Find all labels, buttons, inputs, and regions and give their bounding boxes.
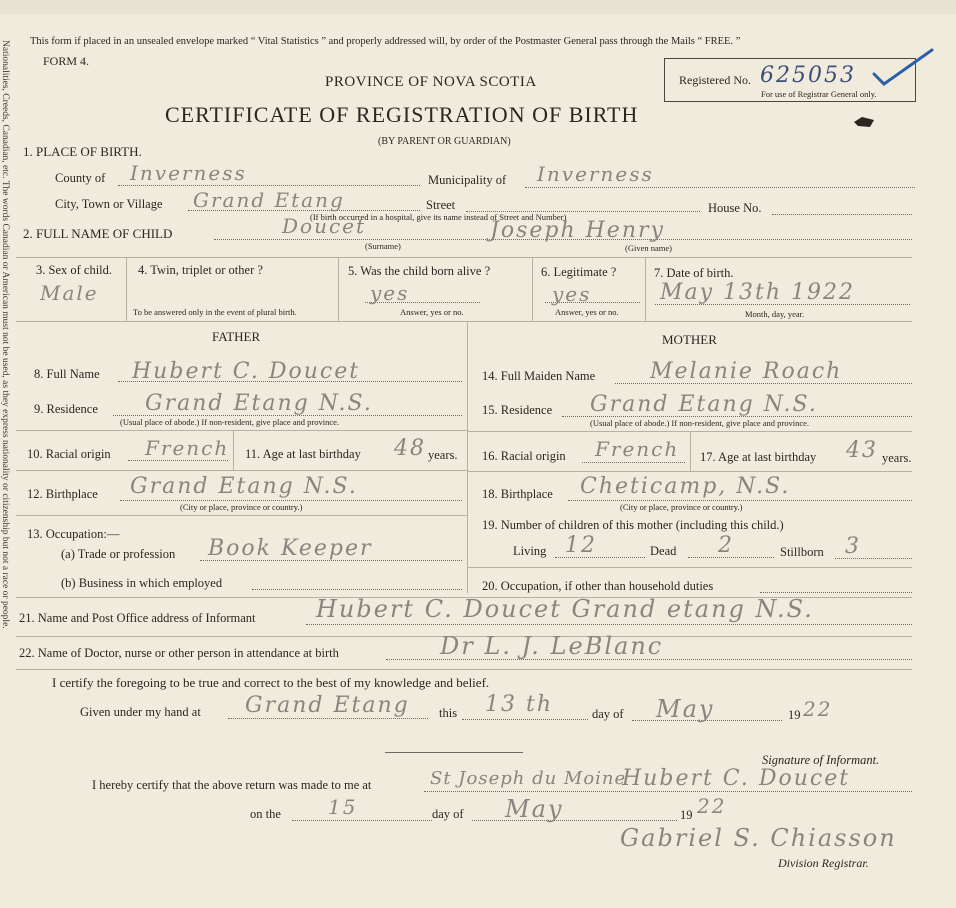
legitimate-note: Answer, yes or no. [555,307,619,317]
rule [16,669,912,670]
given-day: 13 th [485,692,553,717]
county-label: County of [55,171,106,185]
form-number: FORM 4. [43,54,90,68]
father-occupation-label: 13. Occupation:— [27,527,120,541]
twin-label: 4. Twin, triplet or other ? [138,263,263,277]
registrar-day-line [292,820,432,821]
registrar-place-value: St Joseph du Moine [430,768,627,789]
mother-racial-value: French [595,437,680,461]
rule [16,257,912,258]
checkmark-icon [870,46,940,91]
day-line [462,719,588,720]
doctor-label: 22. Name of Doctor, nurse or other person in attendance at birth [19,646,339,660]
mother-years-label: years. [882,451,912,465]
stamp-mark-icon [852,114,878,130]
municipality-value: Inverness [537,162,654,186]
mother-children-label: 19. Number of children of this mother (including this child.) [482,518,784,532]
registrar-day-value: 15 [328,795,358,819]
father-name-value: Hubert C. Doucet [132,359,361,384]
sex-value: Male [40,281,99,305]
on-the-label: on the [250,807,281,821]
father-trade-value: Book Keeper [208,536,373,561]
father-racial-line [128,460,228,461]
certify-text: I certify the foregoing to be true and correct to the best of my knowledge and belief. [52,675,490,690]
father-birthplace-value: Grand Etang N.S. [130,474,358,499]
father-heading: FATHER [212,329,261,344]
father-residence-label: 9. Residence [34,402,98,416]
father-birthplace-line [120,500,462,501]
registrar-month-line [472,820,677,821]
given-place: Grand Etang [245,693,410,718]
rule [16,430,467,431]
mother-name-value: Melanie Roach [650,359,843,384]
mother-residence-value: Grand Etang N.S. [590,392,818,417]
divider [532,257,533,321]
father-trade-label: (a) Trade or profession [61,547,176,561]
paper-edge [0,0,956,14]
divider [233,430,234,470]
father-business-line [252,589,462,590]
divider [690,431,691,471]
mother-residence-note: (Usual place of abode.) If non-resident, give place and province. [590,418,810,428]
city-value: Grand Etang [193,188,345,212]
parents-divider [467,321,468,593]
dob-note: Month, day, year. [745,309,805,319]
mother-birthplace-note: (City or place, province or country.) [620,502,743,512]
municipality-label: Municipality of [428,173,507,187]
mother-racial-line [582,462,685,463]
mother-age-value: 43 [846,438,878,463]
registrar-month-value: May [505,795,564,823]
side-margin-text [0,40,12,870]
hospital-note: (If birth occurred in a hospital, give its name instead of Street and Number) [310,212,567,222]
informant-label: 21. Name and Post Office address of Informant [19,611,256,625]
father-racial-label: 10. Racial origin [27,447,111,461]
child-surname: Doucet [282,214,367,238]
informant-value: Hubert C. Doucet Grand etang N.S. [316,595,814,623]
mother-age-label: 17. Age at last birthday [700,450,817,464]
municipality-line [525,187,915,188]
mother-racial-label: 16. Racial origin [482,449,566,463]
divider [126,257,127,321]
alive-note: Answer, yes or no. [400,307,464,317]
side-note: Nationalities, Creeds, Canadian, etc. The words Canadian or American must not be used, as they express nationality or citizenship but not a race or people. [0,40,10,629]
registrar-year-prefix: 19 [680,808,693,822]
child-name-label: 2. FULL NAME OF CHILD [23,226,173,241]
divider [645,257,646,321]
dead-label: Dead [650,544,677,558]
given-label: Given under my hand at [80,705,201,719]
given-year: 22 [803,697,833,721]
legitimate-value: yes [552,282,592,306]
registered-label: Registered No. [679,73,751,87]
mother-heading: MOTHER [662,332,717,347]
signature-label: Signature of Informant. [762,753,880,767]
city-label: City, Town or Village [55,197,163,211]
mother-name-label: 14. Full Maiden Name [482,369,596,383]
twin-note: To be answered only in the event of plural birth. [133,307,297,317]
house-label: House No. [708,201,762,215]
postal-notice: This form if placed in an unsealed envelope marked “ Vital Statistics ” and properly addressed will, by order of the Postmaster General pass through the Mails “ FREE. ” [30,36,741,47]
registrar-signer-value: Hubert C. Doucet [622,766,851,791]
place-heading: 1. PLACE OF BIRTH. [23,144,142,159]
registrar-note: For use of Registrar General only. [761,89,877,99]
doctor-value: Dr L. J. LeBlanc [440,632,664,660]
given-note: (Given name) [625,243,672,253]
child-given-name: Joseph Henry [490,218,665,243]
mother-birthplace-line [568,500,912,501]
rule [16,515,467,516]
registrar-certify-label: I hereby certify that the above return was made to me at [92,778,372,792]
surname-note: (Surname) [365,241,401,251]
day-of-label: day of [592,707,624,721]
father-birthplace-note: (City or place, province or country.) [180,502,303,512]
registered-number: 625053 [760,63,856,88]
certificate-title: CERTIFICATE OF REGISTRATION OF BIRTH [165,102,639,127]
county-value: Inverness [130,161,247,185]
stillborn-label: Stillborn [780,545,824,559]
father-years-label: years. [428,448,458,462]
this-label: this [439,706,458,720]
sex-label: 3. Sex of child. [36,263,113,277]
father-residence-note: (Usual place of abode.) If non-resident, give place and province. [120,417,340,427]
alive-label: 5. Was the child born alive ? [348,264,491,278]
rule [467,471,912,472]
father-age-label: 11. Age at last birthday [245,447,361,461]
given-place-line [228,718,428,719]
divider [338,257,339,321]
house-line [772,214,912,215]
registrar-year-value: 22 [697,794,727,818]
given-month: May [656,695,715,723]
registrar-signature: Gabriel S. Chiasson [620,824,897,852]
mother-birthplace-value: Cheticamp, N.S. [580,474,791,499]
registrar-label: Division Registrar. [778,856,869,870]
signature-line [385,752,523,753]
street-label: Street [426,198,456,212]
father-age-value: 48 [394,436,426,461]
year-prefix: 19 [788,708,801,722]
alive-value: yes [370,281,410,305]
mother-occupation-label: 20. Occupation, if other than household duties [482,579,714,593]
stillborn-value: 3 [845,534,861,559]
dob-label: 7. Date of birth. [654,266,734,280]
legitimate-label: 6. Legitimate ? [541,265,617,279]
rule [16,470,467,471]
living-label: Living [513,544,547,558]
certificate-subtitle: (BY PARENT OR GUARDIAN) [378,136,511,147]
father-racial-value: French [145,436,230,460]
rule [16,321,912,322]
mother-residence-label: 15. Residence [482,403,553,417]
father-birthplace-label: 12. Birthplace [27,487,98,501]
province-heading: PROVINCE OF NOVA SCOTIA [325,74,537,90]
registrar-day-of-label: day of [432,807,464,821]
living-value: 12 [565,533,597,558]
county-line [118,185,420,186]
informant-line [306,624,912,625]
dob-value: May 13th 1922 [660,280,856,305]
father-name-label: 8. Full Name [34,367,100,381]
registrar-place-line [424,791,912,792]
father-business-label: (b) Business in which employed [61,576,223,590]
rule [467,567,912,568]
mother-occupation-line [760,592,912,593]
mother-birthplace-label: 18. Birthplace [482,487,553,501]
dead-value: 2 [718,533,734,558]
father-residence-value: Grand Etang N.S. [145,391,373,416]
